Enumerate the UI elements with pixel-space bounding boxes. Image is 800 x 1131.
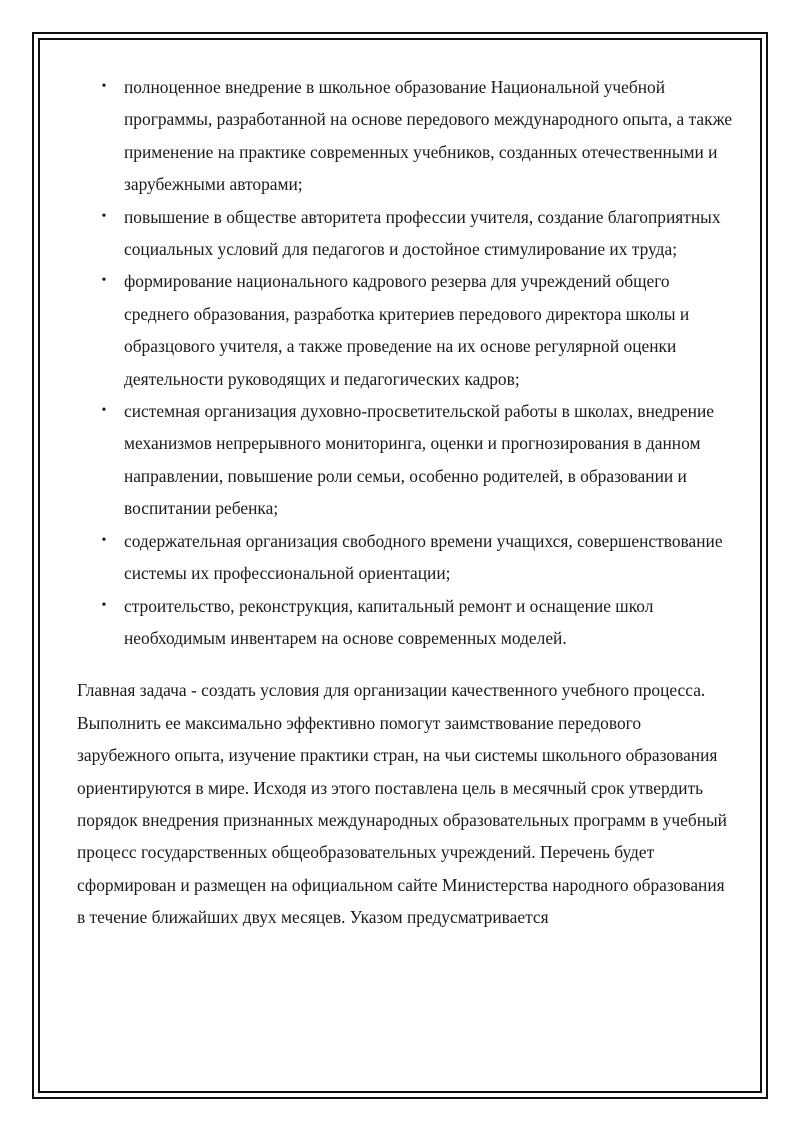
list-item-text: полноценное внедрение в школьное образование Национальной учебной программы, разработанной на основе передового международного опыта, а также применение на практике современных учебников, созданных отечественными и зарубежными авторами; xyxy=(124,77,733,195)
list-item xyxy=(77,201,737,266)
list-item-text: формирование национального кадрового резерва для учреждений общего среднего образования, разработка критериев передового директора школы и образцового учителя, а также проведение на их основе регулярной оценки деятельности руководящих и педагогических кадров; xyxy=(124,271,690,389)
bullet-marker: • xyxy=(101,208,107,224)
body-paragraph: Главная задача - создать условия для организации качественного учебного процесса. Выполнить ее максимально эффективно помогут заимствование передового зарубежного опыта, изучение практики стран, на чьи системы школьного образования ориентируются в мире. Исходя из этого поставлена цель в месячный срок утвердить порядок внедрения признанных международных образовательных программ в учебный процесс государственных общеобразовательных учреждений. Перечень будет сформирован и размещен на официальном сайте Министерства народного образования в течение ближайших двух месяцев. Указом предусматривается xyxy=(77,680,727,928)
list-item-text: системная организация духовно-просветительской работы в школах, внедрение механизмов непрерывного мониторинга, оценки и прогнозирования в данном направлении, повышение роли семьи, особенно родителей, в образовании и воспитании ребенка; xyxy=(124,401,714,519)
bullet-list xyxy=(77,71,737,654)
bullet-marker: • xyxy=(101,79,107,94)
list-item xyxy=(77,395,737,525)
bullet-marker: • xyxy=(101,597,107,613)
list-item xyxy=(77,71,737,201)
list-item xyxy=(77,590,737,655)
list-item xyxy=(77,265,737,395)
bullet-marker: • xyxy=(101,532,107,548)
list-item-text: повышение в обществе авторитета профессии учителя, создание благоприятных социальных условий для педагогов и достойное стимулирование их труда; xyxy=(124,206,721,260)
bullet-marker: • xyxy=(101,403,107,419)
list-item-text: содержательная организация свободного времени учащихся, совершенствование системы их профессиональной ориентации; xyxy=(124,530,723,584)
list-item xyxy=(77,525,737,590)
document-body xyxy=(77,71,737,934)
list-item-text: строительство, реконструкция, капитальный ремонт и оснащение школ необходимым инвентарем на основе современных моделей. xyxy=(124,595,654,648)
bullet-marker: • xyxy=(101,273,107,289)
